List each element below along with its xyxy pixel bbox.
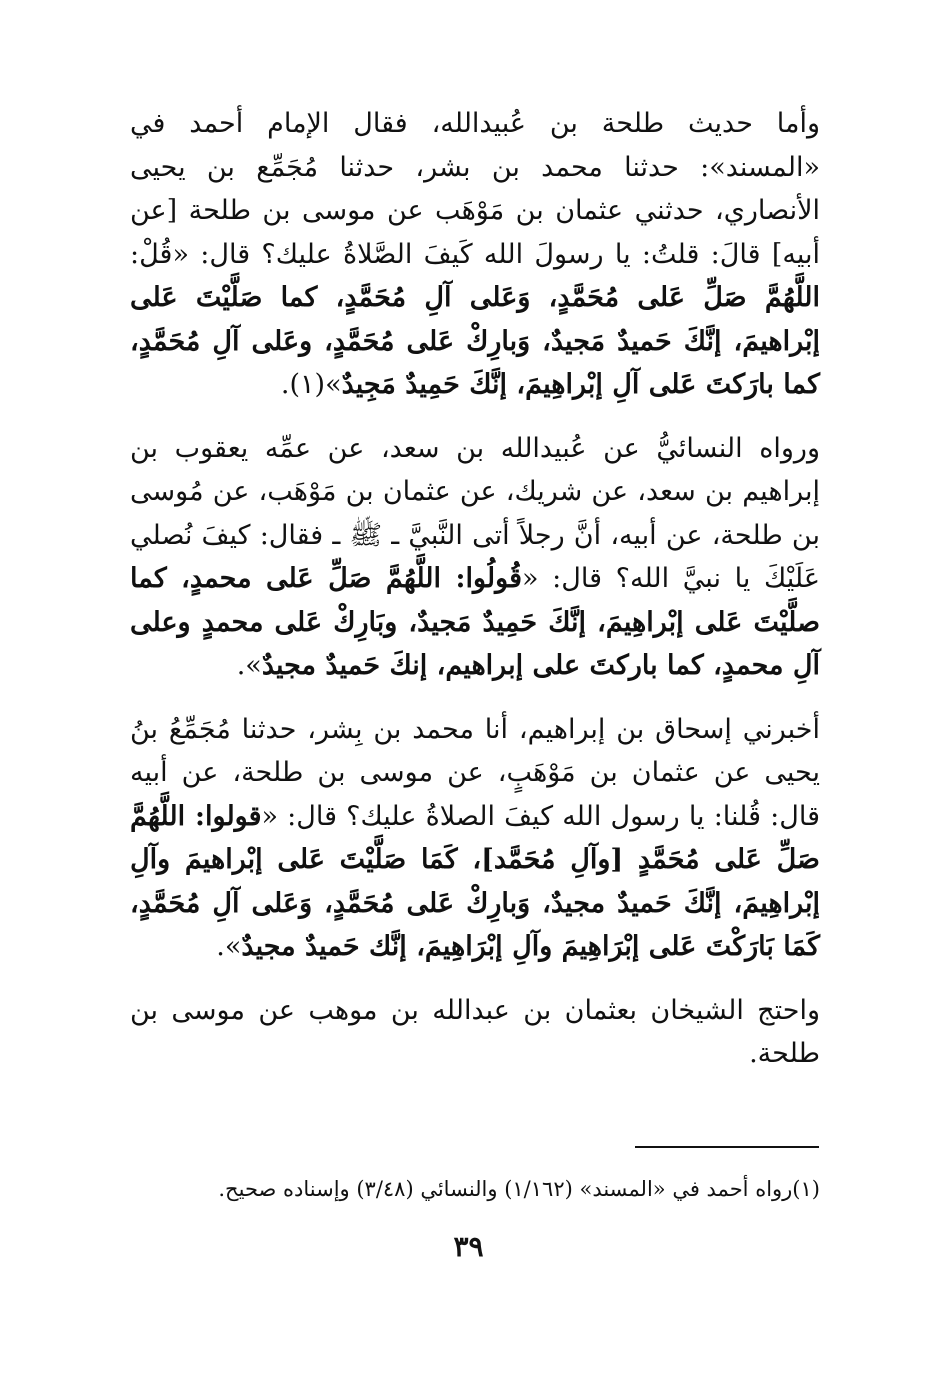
paragraph-4-text: واحتج الشيخان بعثمان بن عبدالله بن موهب عن موسى بن طلحة. <box>130 994 820 1069</box>
paragraph-1 <box>130 102 820 407</box>
paragraph-3-trail: ». <box>216 931 242 962</box>
paragraph-3-bold-text: قولوا: اللَّهُمَّ صَلِّ عَلى مُحَمَّدٍ [وآلِ مُحَمَّد]، كَمَا صَلَّيْتَ عَلى إبْراهيمَ وآلِ إبْراهِيمَ، إنَّكَ حَميدٌ مجيدٌ، وَبارِكْ عَلى مُحَمَّدٍ، وَعَلى آلِ مُحَمَّدٍ، كَمَا بَارَكْتَ عَلى إبْرَاهِيمَ وآلِ إبْرَاهِيمَ، إنَّك حَميدٌ مجيدٌ <box>130 800 820 962</box>
paragraph-1-bold-text: اللَّهُمَّ صَلِّ عَلى مُحَمَّدٍ، وَعَلى آلِ مُحَمَّدٍ، كما صَلَّيْتَ عَلى إبْراهيمَ، إنَّكَ حَميدٌ مَجيدٌ، وَبارِكْ عَلى مُحَمَّدٍ، وعَلى آلِ مُحَمَّدٍ، كما بارَكتَ عَلى آلِ إبْراهِيمَ، إنَّكَ حَمِيدٌ مَجِيدٌ <box>130 282 820 400</box>
footnote: (١)رواه أحمد في «المسند» (١/١٦٢) والنسائي (٣/٤٨) وإسناده صحيح. <box>218 1177 820 1201</box>
footnote-divider <box>635 1146 819 1148</box>
paragraph-3-text: أخبرني إسحاق بن إبراهيم، أنا محمد بن بِشر، حدثنا مُجَمِّعُ بنُ يحيى عن عثمان بن مَوْهَبٍ، عن موسى بن طلحة، عن أبيه قال: قُلنا: يا رسول الله كيفَ الصلاةُ عليك؟ قال: « <box>130 713 820 832</box>
paragraph-2-text: ورواه النسائيُّ عن عُبيدالله بن سعد، عن عمِّه يعقوب بن إبراهيم بن سعد، عن شريك، عن عثمان بن مَوْهَب، عن مُوسى بن طلحة، عن أبيه، أنَّ رجلاً أتى النَّبيَّ ـ ﷺ ـ فقال: كيفَ نُصلي عَلَيْكَ يا نبيَّ الله؟ قال: « <box>130 432 820 594</box>
paragraph-2-trail: ». <box>236 650 262 681</box>
paragraph-1-text: وأما حديث طلحة بن عُبيدالله، فقال الإمام أحمد في «المسند»: حدثنا محمد بن بشر، حدثنا مُجَمِّع بن يحيى الأنصاري، حدثني عثمان بن مَوْهَب عن موسى بن طلحة [عن أبيه] قالَ: قلتُ: يا رسولَ الله كَيفَ الصَّلاةُ عليك؟ قال: «قُلْ: <box>130 108 820 270</box>
paragraph-2-bold-text: قُولُوا: اللَّهُمَّ صَلِّ عَلى محمدٍ، كما صلَّيْتَ عَلى إبْراهِيمَ، إنَّكَ حَمِيدٌ مَجيدٌ، وبَارِكْ عَلى محمدٍ وعلى آلِ محمدٍ، كما باركتَ على إبراهيم، إنكَ حَميدٌ مجيدٌ <box>130 563 820 681</box>
paragraph-2 <box>130 427 820 688</box>
paragraph-3 <box>130 708 820 969</box>
page-body <box>130 102 820 1076</box>
page-number: ٣٩ <box>453 1230 484 1263</box>
paragraph-1-trail: »(١). <box>280 369 342 400</box>
paragraph-4 <box>130 989 820 1076</box>
